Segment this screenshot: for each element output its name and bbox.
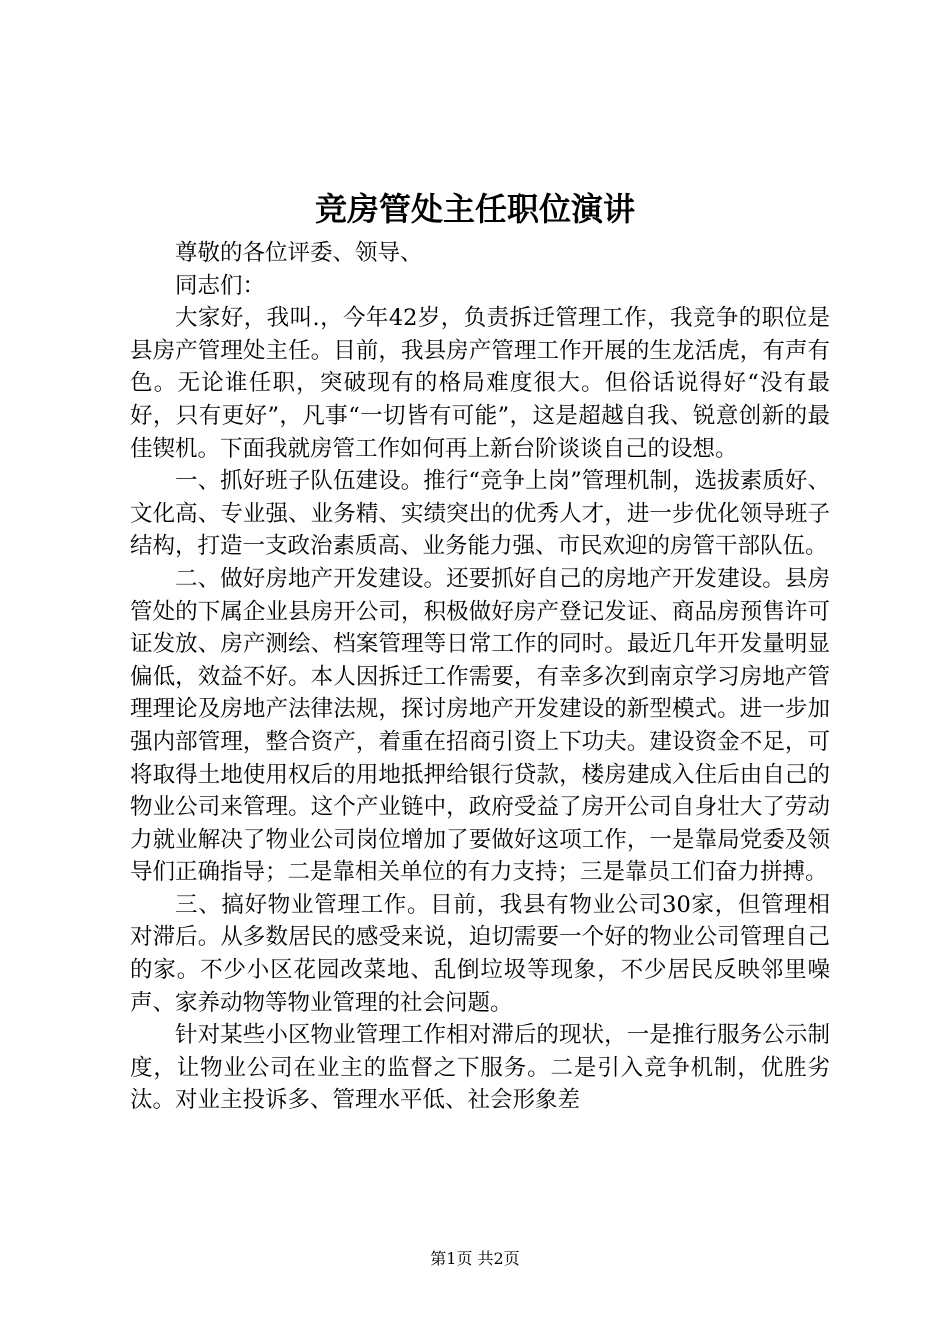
paragraph: 二、做好房地产开发建设。还要抓好自己的房地产开发建设。县房管处的下属企业县房开公司，积极做好房产登记发证、商品房预售许可证发放、房产测绘、档案管理等日常工作的同时。最近几年开发量明显偏低，效益不好。本人因拆迁工作需要，有幸多次到南京学习房地产管理理论及房地产法律法规，探讨房地产开发建设的新型模式。进一步加强内部管理，整合资产，着重在招商引资上下功夫。建设资金不足，可将取得土地使用权后的用地抵押给银行贷款，楼房建成入住后由自己的物业公司来管理。这个产业链中，政府受益了房开公司自身壮大了劳动力就业解决了物业公司岗位增加了要做好这项工作，一是靠局党委及领导们正确指导；二是靠相关单位的有力支持；三是靠员工们奋力拼搏。 — [130, 565, 830, 886]
greeting-line: 尊敬的各位评委、领导、 — [175, 240, 423, 266]
paragraph: 一、抓好班子队伍建设。推行“竞争上岗”管理机制，选拔素质好、文化高、专业强、业务精、实绩突出的优秀人才，进一步优化领导班子结构，打造一支政治素质高、业务能力强、市民欢迎的房管干部队伍。 — [130, 468, 830, 560]
paragraph: 大家好，我叫.，今年42岁，负责拆迁管理工作，我竞争的职位是县房产管理处主任。目前，我县房产管理工作开展的生龙活虎，有声有色。无论谁任职，突破现有的格局难度很大。但俗话说得好“没有最好，只有更好”，凡事“一切皆有可能”，这是超越自我、锐意创新的最佳锲机。下面我就房管工作如何再上新台阶谈谈自己的设想。 — [130, 305, 830, 462]
greeting-line: 同志们： — [175, 272, 266, 299]
paragraph: 三、搞好物业管理工作。目前，我县有物业公司30家，但管理相对滞后。从多数居民的感受来说，迫切需要一个好的物业公司管理自己的家。不少小区花园改菜地、乱倒垃圾等现象，不少居民反映邻里噪声、家养动物等物业管理的社会问题。 — [130, 891, 830, 1016]
document-title: 竞房管处主任职位演讲 — [314, 190, 635, 228]
page-footer: 第1页 共2页 — [430, 1249, 520, 1268]
paragraph: 针对某些小区物业管理工作相对滞后的现状，一是推行服务公示制度，让物业公司在业主的监督之下服务。二是引入竞争机制，优胜劣汰。对业主投诉多、管理水平低、社会形象差 — [130, 1022, 830, 1114]
document-body — [130, 237, 830, 1117]
